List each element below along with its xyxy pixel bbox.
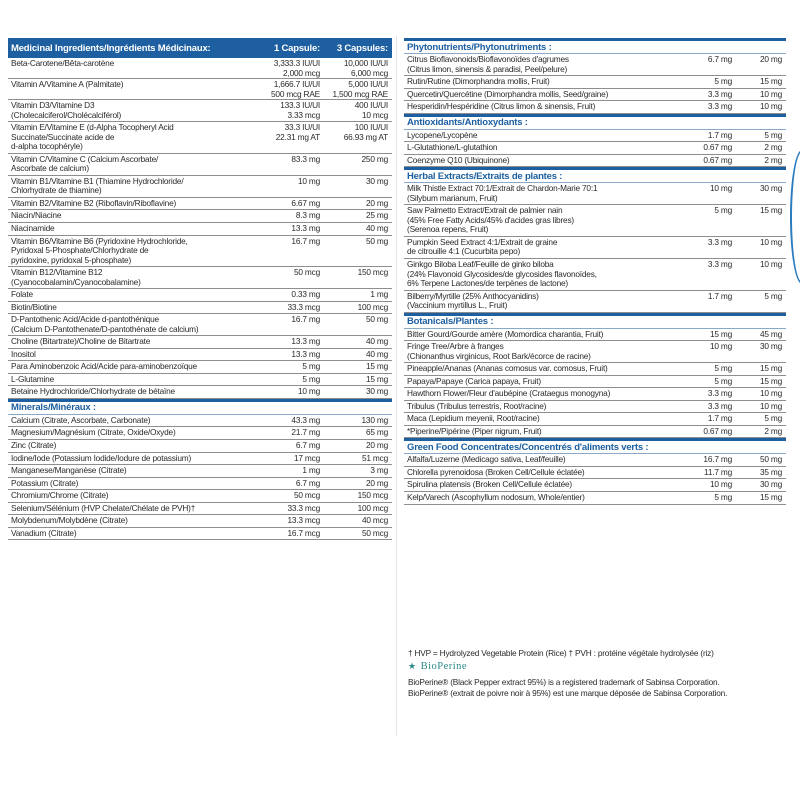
ingredient-row <box>8 154 392 176</box>
amount-three-capsules: 65 mg <box>365 427 388 438</box>
amount-three-capsules: 10 mg <box>759 400 782 411</box>
ingredient-row <box>404 237 786 259</box>
ingredient-row <box>8 289 392 302</box>
ingredient-row <box>8 478 392 491</box>
amount-three-capsules: 10,000 IU/UI 6,000 mcg <box>343 58 388 78</box>
amount-one-capsule: 3.3 mg <box>707 388 732 399</box>
amount-three-capsules: 150 mcg <box>357 490 388 501</box>
ingredient-name: Folate <box>11 289 33 300</box>
ingredient-row <box>404 205 786 237</box>
amount-three-capsules: 10 mg <box>759 236 782 247</box>
amount-three-capsules: 5 mg <box>764 129 782 140</box>
ingredient-row <box>8 223 392 236</box>
amount-three-capsules: 15 mg <box>365 373 388 384</box>
amount-three-capsules: 40 mg <box>365 336 388 347</box>
ingredient-row <box>8 198 392 211</box>
ingredient-row <box>8 361 392 374</box>
ingredient-row <box>8 386 392 399</box>
amount-three-capsules: 5 mg <box>764 413 782 424</box>
ingredient-name: Vitamin B12/Vitamine B12 (Cyanocobalamin/Cyanocobalamine) <box>11 267 141 287</box>
amount-three-capsules: 3 mg <box>370 465 388 476</box>
ingredient-name: Hawthorn Flower/Fleur d'aubépine (Crataegus monogyna) <box>407 388 611 399</box>
amount-one-capsule: 10 mg <box>709 479 732 490</box>
ingredient-name: Rutin/Rutine (Dimorphandra mollis, Fruit) <box>407 76 550 87</box>
ingredient-name: Molybdenum/Molybdène (Citrate) <box>11 515 128 526</box>
amount-one-capsule: 8.3 mg <box>295 210 320 221</box>
amount-three-capsules: 20 mg <box>365 440 388 450</box>
bioperine-logo <box>404 660 786 673</box>
ingredient-row <box>404 183 786 205</box>
ingredient-row <box>404 89 786 102</box>
amount-three-capsules: 250 mg <box>361 153 388 164</box>
ingredient-name: Manganese/Manganèse (Citrate) <box>11 465 127 476</box>
ingredient-name: Spirulina platensis (Broken Cell/Cellule éclatée) <box>407 479 572 490</box>
footnotes <box>404 648 786 698</box>
amount-three-capsules: 15 mg <box>759 205 782 216</box>
amount-one-capsule: 0.33 mg <box>291 289 320 300</box>
amount-three-capsules: 15 mg <box>365 361 388 372</box>
amount-three-capsules: 15 mg <box>759 76 782 87</box>
right-sections <box>404 38 786 505</box>
ingredient-row <box>8 58 392 79</box>
ingredient-name: Bilberry/Myrtille (25% Anthocyanidins) (Vaccinium myrtillus L., Fruit) <box>407 290 539 311</box>
leaf-icon: ★ <box>408 661 417 672</box>
amount-three-capsules: 30 mg <box>759 479 782 490</box>
ingredient-row <box>404 142 786 155</box>
amount-one-capsule: 1.7 mg <box>707 129 732 140</box>
ingredient-name: Vitamin C/Vitamine C (Calcium Ascorbate/ Ascorbate de calcium) <box>11 153 159 174</box>
ingredient-name: Lycopene/Lycopène <box>407 129 478 140</box>
amount-three-capsules: 15 mg <box>759 492 782 502</box>
amount-three-capsules: 35 mg <box>759 466 782 477</box>
amount-one-capsule: 6.7 mg <box>295 477 320 488</box>
ingredient-name: Vitamin D3/Vitamine D3 (Cholecalciferol/Cholécalciférol) <box>11 100 122 120</box>
ingredient-name: L-Glutamine <box>11 373 54 384</box>
amount-one-capsule: 5 mg <box>714 205 732 216</box>
amount-one-capsule: 5 mg <box>714 492 732 502</box>
ingredient-row <box>404 155 786 168</box>
amount-three-capsules: 40 mg <box>365 348 388 359</box>
ingredient-row <box>8 427 392 440</box>
amount-one-capsule: 10 mg <box>709 341 732 352</box>
ingredient-row <box>404 467 786 480</box>
amount-one-capsule: 10 mg <box>297 386 320 397</box>
amount-one-capsule: 83.3 mg <box>291 153 320 164</box>
ingredient-row <box>8 490 392 503</box>
ingredient-row <box>8 79 392 100</box>
ingredient-name: Chlorella pyrenoidosa (Broken Cell/Cellule éclatée) <box>407 466 585 477</box>
hvp-footnote: † HVP = Hydrolyzed Vegetable Protein (Rice) † PVH : protéine végétale hydrolysée (riz) <box>408 648 714 658</box>
amount-three-capsules: 50 mg <box>759 454 782 465</box>
amount-one-capsule: 3.3 mg <box>707 400 732 411</box>
amount-one-capsule: 21.7 mg <box>291 427 320 438</box>
ingredient-name: Pumpkin Seed Extract 4:1/Extrait de graine de citrouille 4:1 (Cucurbita pepo) <box>407 236 558 257</box>
ingredient-row <box>404 479 786 492</box>
minerals-section-title: Minerals/Minéraux : <box>8 399 392 415</box>
amount-one-capsule: 133.3 IU/UI 3.33 mcg <box>280 100 320 120</box>
section-title: Phytonutrients/Phytonutriments : <box>404 38 786 54</box>
ingredient-row <box>404 388 786 401</box>
amount-one-capsule: 33.3 IU/UI 22.31 mg AT <box>275 122 320 142</box>
amount-three-capsules: 100 IU/UI 66.93 mg AT <box>343 122 388 142</box>
medicinal-ingredients-column <box>8 38 392 540</box>
amount-one-capsule: 5 mg <box>714 375 732 386</box>
amount-three-capsules: 51 mcg <box>361 452 388 463</box>
ingredient-name: Alfalfa/Luzerne (Medicago sativa, Leaf/feuille) <box>407 454 566 465</box>
ingredient-row <box>404 426 786 439</box>
amount-one-capsule: 1 mg <box>302 465 320 476</box>
ingredient-row <box>404 454 786 467</box>
amount-one-capsule: 16.7 mcg <box>287 527 320 538</box>
ingredient-name: Biotin/Biotine <box>11 301 57 312</box>
amount-one-capsule: 16.7 mg <box>291 235 320 246</box>
ingredient-name: Chromium/Chrome (Citrate) <box>11 490 109 501</box>
other-ingredients-column <box>404 38 786 505</box>
amount-three-capsules: 10 mg <box>759 101 782 112</box>
ingredient-row <box>8 336 392 349</box>
amount-one-capsule: 6.7 mg <box>707 54 732 64</box>
amount-one-capsule: 3.3 mg <box>707 236 732 247</box>
trademark-en: BioPerine® (Black Pepper extract 95%) is a registered trademark of Sabinsa Corporation. <box>408 677 720 688</box>
section-title: Green Food Concentrates/Concentrés d'aliments verts : <box>404 438 786 454</box>
header-three-capsules: 3 Capsules: <box>336 42 388 54</box>
ingredient-row <box>8 503 392 516</box>
amount-three-capsules: 100 mcg <box>357 301 388 312</box>
ingredient-name: Coenzyme Q10 (Ubiquinone) <box>407 154 510 165</box>
amount-three-capsules: 130 mg <box>361 414 388 425</box>
amount-one-capsule: 0.67 mg <box>703 154 732 165</box>
ingredient-row <box>404 291 786 313</box>
ingredient-name: Potassium (Citrate) <box>11 477 79 488</box>
ingredient-name: Pineapple/Ananas (Ananas comosus var. comosus, Fruit) <box>407 363 608 374</box>
ingredient-name: Inositol <box>11 348 36 359</box>
amount-one-capsule: 5 mg <box>714 76 732 87</box>
ingredient-name: Saw Palmetto Extract/Extrait de palmier nain (45% Free Fatty Acids/45% d'acides gras libres) (Serenoa repens, Fruit) <box>407 205 574 235</box>
ingredient-name: Milk Thistle Extract 70:1/Extrait de Chardon-Marie 70:1 (Silybum marianum, Fruit) <box>407 183 598 203</box>
amount-one-capsule: 5 mg <box>302 361 320 372</box>
ingredient-name: Iodine/Iode (Potassium Iodide/Iodure de potassium) <box>11 452 192 463</box>
ingredient-row <box>404 329 786 342</box>
vitamin-rows <box>8 58 392 399</box>
bioperine-logo-text: BioPerine <box>420 661 468 673</box>
ingredient-row <box>8 100 392 122</box>
ingredient-name: Magnesium/Magnésium (Citrate, Oxide/Oxyde) <box>11 427 176 438</box>
amount-three-capsules: 5,000 IU/UI 1,500 mcg RAE <box>332 79 388 99</box>
amount-one-capsule: 11.7 mg <box>704 466 732 477</box>
amount-three-capsules: 20 mg <box>365 477 388 488</box>
amount-three-capsules: 30 mg <box>759 341 782 352</box>
ingredient-row <box>8 453 392 466</box>
ingredient-name: Niacinamide <box>11 222 55 233</box>
ingredient-name: Vitamin B2/Vitamine B2 (Riboflavin/Riboflavine) <box>11 197 177 208</box>
ingredient-name: Hesperidin/Hespéridine (Citrus limon & sinensis, Fruit) <box>407 101 596 112</box>
amount-three-capsules: 45 mg <box>759 328 782 339</box>
ingredient-name: Zinc (Citrate) <box>11 440 57 450</box>
ingredient-name: Vitamin B6/Vitamine B6 (Pyridoxine Hydrochloride, Pyridoxal 5-Phosphate/Chlorhydrate de pyridoxine, pyridoxal 5-phosphate) <box>11 235 188 265</box>
ingredient-row <box>404 341 786 363</box>
ingredient-name: Niacin/Niacine <box>11 210 62 221</box>
amount-three-capsules: 5 mg <box>764 290 782 301</box>
amount-three-capsules: 400 IU/UI 10 mcg <box>354 100 388 120</box>
amount-one-capsule: 5 mg <box>714 363 732 374</box>
ingredient-row <box>8 349 392 362</box>
ingredient-row <box>404 54 786 76</box>
ingredient-row <box>8 440 392 453</box>
ingredient-name: Papaya/Papaye (Carica papaya, Fruit) <box>407 375 541 386</box>
header-title: Medicinal Ingredients/Ingrédients Médicinaux: <box>11 42 211 54</box>
amount-one-capsule: 6.7 mg <box>295 440 320 450</box>
amount-three-capsules: 50 mcg <box>361 527 388 538</box>
amount-one-capsule: 13.3 mcg <box>287 515 320 526</box>
ingredient-name: Bitter Gourd/Gourde amère (Momordica charantia, Fruit) <box>407 328 604 339</box>
amount-three-capsules: 100 mcg <box>357 502 388 513</box>
amount-three-capsules: 20 mg <box>759 54 782 64</box>
ingredient-row <box>8 415 392 428</box>
ingredient-name: *Piperine/Pipérine (Piper nigrum, Fruit) <box>407 425 542 436</box>
ingredient-name: Beta-Carotene/Bêta-carotène <box>11 58 114 68</box>
header-one-capsule: 1 Capsule: <box>273 42 320 54</box>
ingredient-row <box>8 528 392 541</box>
amount-one-capsule: 6.67 mg <box>291 197 320 208</box>
ingredient-row <box>8 267 392 289</box>
section-title: Botanicals/Plantes : <box>404 313 786 329</box>
ingredient-row <box>8 374 392 387</box>
amount-one-capsule: 43.3 mg <box>291 414 320 425</box>
amount-one-capsule: 0.67 mg <box>703 142 732 153</box>
amount-one-capsule: 3,333.3 IU/UI 2,000 mcg <box>273 58 320 78</box>
ingredient-name: Choline (Bitartrate)/Choline de Bitartrate <box>11 336 151 347</box>
ingredient-row <box>404 363 786 376</box>
ingredient-name: Para Aminobenzoic Acid/Acide para-aminobenzoïque <box>11 361 197 372</box>
edge-decoration <box>790 150 800 284</box>
ingredient-name: Vitamin A/Vitamine A (Palmitate) <box>11 79 124 90</box>
amount-one-capsule: 13.3 mg <box>291 336 320 347</box>
amount-one-capsule: 10 mg <box>297 175 320 186</box>
amount-three-capsules: 25 mg <box>365 210 388 221</box>
ingredient-row <box>404 101 786 114</box>
ingredient-row <box>404 492 786 505</box>
ingredient-name: D-Pantothenic Acid/Acide d-pantothénique (Calcium D-Pantothenate/D-pantothénate de calcium) <box>11 314 199 334</box>
column-divider <box>396 36 397 736</box>
ingredient-row <box>404 413 786 426</box>
ingredient-name: Tribulus (Tribulus terrestris, Root/racine) <box>407 400 547 411</box>
amount-three-capsules: 30 mg <box>365 175 388 186</box>
ingredient-name: Maca (Lepidium meyenii, Root/racine) <box>407 413 540 424</box>
section-title: Herbal Extracts/Extraits de plantes : <box>404 167 786 183</box>
amount-one-capsule: 33.3 mcg <box>287 301 320 312</box>
ingredient-name: Selenium/Sélénium (HVP Chelate/Chélate de PVH)† <box>11 502 196 513</box>
amount-one-capsule: 0.67 mg <box>703 425 732 436</box>
ingredient-name: Citrus Bioflavonoids/Bioflavonoïdes d'agrumes (Citrus limon, sinensis & paradisi, Peel/pelure) <box>407 54 569 74</box>
amount-three-capsules: 30 mg <box>365 386 388 397</box>
ingredient-row <box>8 302 392 315</box>
amount-three-capsules: 15 mg <box>759 363 782 374</box>
amount-three-capsules: 50 mg <box>365 314 388 325</box>
amount-three-capsules: 10 mg <box>759 388 782 399</box>
ingredient-row <box>404 76 786 89</box>
ingredient-name: Vitamin E/Vitamine E (d-Alpha Tocopheryl Acid Succinate/Succinate acide de d-alpha tocophéryle) <box>11 122 174 152</box>
amount-one-capsule: 1,666.7 IU/UI 500 mcg RAE <box>271 79 320 99</box>
amount-three-capsules: 2 mg <box>764 142 782 153</box>
ingredient-name: Fringe Tree/Arbre à franges (Chionanthus virginicus, Root Bark/écorce de racine) <box>407 341 591 361</box>
amount-one-capsule: 10 mg <box>709 183 732 194</box>
amount-one-capsule: 16.7 mg <box>703 454 732 465</box>
amount-three-capsules: 40 mg <box>365 222 388 233</box>
amount-three-capsules: 50 mg <box>365 235 388 246</box>
amount-one-capsule: 1.7 mg <box>707 413 732 424</box>
ingredient-row <box>8 465 392 478</box>
section-title: Antioxidants/Antioxydants : <box>404 114 786 130</box>
amount-three-capsules: 2 mg <box>764 425 782 436</box>
ingredient-name: Vitamin B1/Vitamine B1 (Thiamine Hydrochloride/ Chlorhydrate de thiamine) <box>11 175 184 196</box>
trademark-fr: BioPerine® (extrait de poivre noir à 95%) est une marque déposée de Sabinsa Corporation. <box>408 687 728 698</box>
ingredient-row <box>404 259 786 291</box>
ingredient-name: Betaine Hydrochloride/Chlorhydrate de bétaïne <box>11 386 175 397</box>
ingredients-header <box>8 38 392 58</box>
amount-three-capsules: 2 mg <box>764 154 782 165</box>
ingredient-row <box>8 515 392 528</box>
amount-three-capsules: 150 mcg <box>357 267 388 278</box>
amount-three-capsules: 20 mg <box>365 197 388 208</box>
ingredient-name: Calcium (Citrate, Ascorbate, Carbonate) <box>11 414 151 425</box>
ingredient-name: Kelp/Varech (Ascophyllum nodosum, Whole/entier) <box>407 492 585 502</box>
ingredient-row <box>8 176 392 198</box>
amount-one-capsule: 3.3 mg <box>707 258 732 269</box>
amount-three-capsules: 30 mg <box>759 183 782 194</box>
ingredient-name: Quercetin/Quercétine (Dimorphandra mollis, Seed/graine) <box>407 88 609 99</box>
ingredient-row <box>8 210 392 223</box>
amount-three-capsules: 10 mg <box>759 258 782 269</box>
amount-one-capsule: 5 mg <box>302 373 320 384</box>
ingredient-row <box>404 130 786 143</box>
ingredient-name: Vanadium (Citrate) <box>11 527 77 538</box>
ingredient-row <box>404 401 786 414</box>
amount-one-capsule: 15 mg <box>709 328 732 339</box>
amount-three-capsules: 15 mg <box>759 375 782 386</box>
amount-one-capsule: 13.3 mg <box>291 222 320 233</box>
amount-one-capsule: 50 mcg <box>293 267 320 278</box>
ingredient-row <box>8 236 392 268</box>
ingredient-row <box>8 314 392 336</box>
amount-one-capsule: 17 mcg <box>293 452 320 463</box>
amount-one-capsule: 3.3 mg <box>707 88 732 99</box>
ingredient-row <box>8 122 392 154</box>
amount-one-capsule: 13.3 mg <box>291 348 320 359</box>
ingredient-row <box>404 376 786 389</box>
amount-one-capsule: 1.7 mg <box>707 290 732 301</box>
ingredient-name: L-Glutathione/L-glutathion <box>407 142 498 153</box>
mineral-rows <box>8 415 392 540</box>
amount-one-capsule: 50 mcg <box>293 490 320 501</box>
ingredient-name: Ginkgo Biloba Leaf/Feuille de ginko biloba (24% Flavonoid Glycosides/de glycosides flavonoïdes, 6% Terpene Lactones/de terpènes de lactone) <box>407 258 597 289</box>
amount-one-capsule: 3.3 mg <box>707 101 732 112</box>
amount-one-capsule: 16.7 mg <box>291 314 320 325</box>
amount-three-capsules: 10 mg <box>759 88 782 99</box>
amount-one-capsule: 33.3 mcg <box>287 502 320 513</box>
amount-three-capsules: 40 mcg <box>361 515 388 526</box>
amount-three-capsules: 1 mg <box>370 289 388 300</box>
